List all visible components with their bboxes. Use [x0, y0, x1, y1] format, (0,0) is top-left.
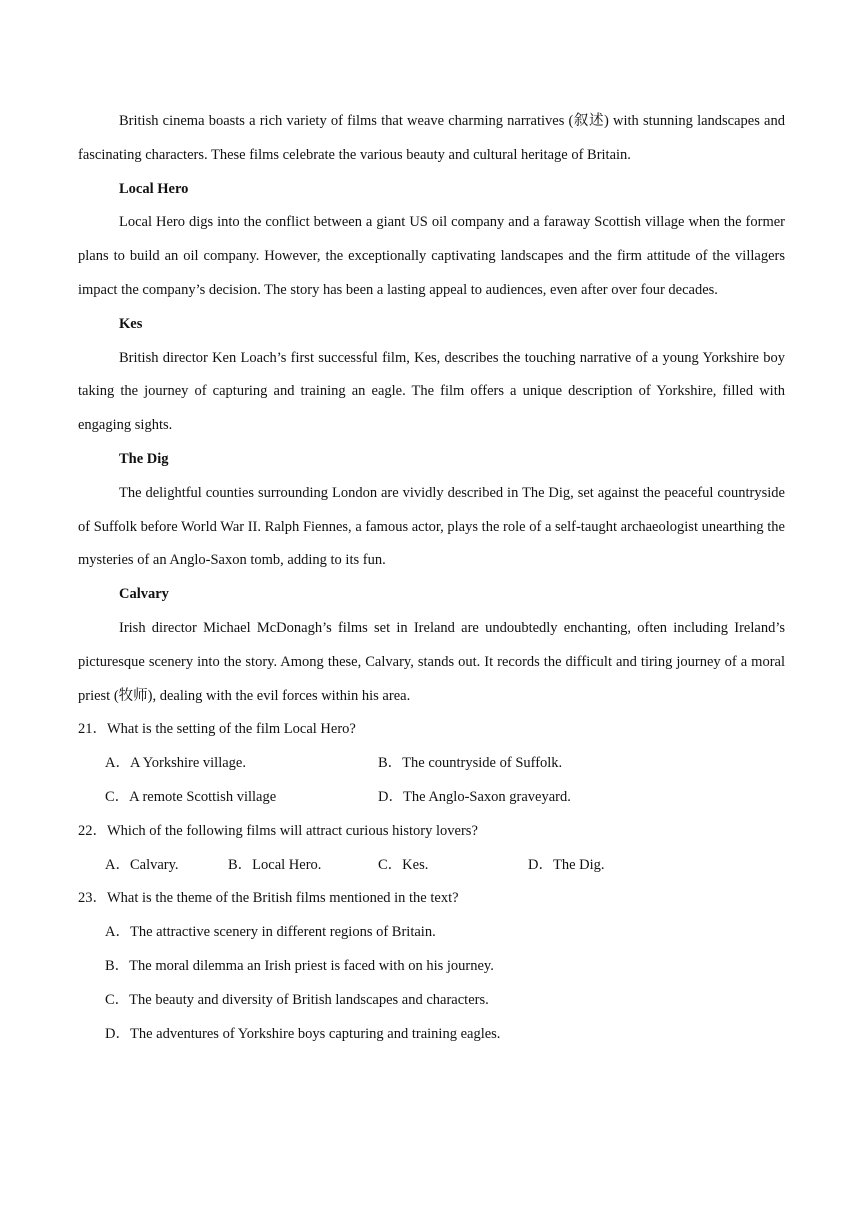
option-row	[78, 781, 785, 815]
option-c: C．A remote Scottish village	[105, 788, 277, 805]
film-description: British director Ken Loach’s first successful film, Kes, describes the touching narrative of a young Yorkshire boy taking the journey of capturing and training an eagle. The film offers a unique description of Yorkshire, filled with engaging sights.	[78, 349, 785, 434]
film-local-hero	[78, 173, 785, 308]
option-c: C．The beauty and diversity of British landscapes and characters.	[105, 991, 489, 1008]
option-a: A．Calvary.	[105, 856, 179, 873]
question-22	[78, 815, 785, 883]
option-d: D．The Anglo-Saxon graveyard.	[378, 788, 571, 805]
option-c: C．Kes.	[378, 856, 429, 873]
intro-paragraph: British cinema boasts a rich variety of films that weave charming narratives (叙述) with stunning landscapes and fascinating characters. These films celebrate the various beauty and cultural heritage of Britain.	[78, 113, 785, 163]
option-a: A．A Yorkshire village.	[105, 755, 246, 772]
option-b: B．Local Hero.	[228, 856, 322, 873]
film-title: Calvary	[119, 586, 169, 603]
film-calvary	[78, 578, 785, 713]
film-the-dig	[78, 443, 785, 578]
option-row	[78, 747, 785, 781]
question-stem: 21．What is the setting of the film Local Hero?	[78, 721, 356, 738]
option-row	[78, 849, 785, 883]
document-page	[78, 105, 785, 1051]
film-description: Irish director Michael McDonagh’s films set in Ireland are undoubtedly enchanting, often including Ireland’s picturesque scenery into the story. Among these, Calvary, stands out. It records the difficult and tiring journey of a moral priest (牧师), dealing with the evil forces within his area.	[78, 619, 785, 704]
film-title: The Dig	[119, 450, 169, 467]
film-kes	[78, 308, 785, 443]
option-b: B．The countryside of Suffolk.	[378, 755, 563, 772]
option-d: D．The adventures of Yorkshire boys capturing and training eagles.	[105, 1025, 501, 1042]
film-description: Local Hero digs into the conflict between a giant US oil company and a faraway Scottish village when the former plans to build an oil company. However, the exceptionally captivating landscapes and the firm attitude of the villagers impact the company’s decision. The story has been a lasting appeal to audiences, even after over four decades.	[78, 214, 785, 298]
question-stem: 22．Which of the following films will attract curious history lovers?	[78, 822, 478, 839]
option-d: D．The Dig.	[528, 856, 605, 873]
option-b: B．The moral dilemma an Irish priest is faced with on his journey.	[105, 957, 494, 974]
option-a: A．The attractive scenery in different regions of Britain.	[105, 924, 436, 941]
question-23	[78, 882, 785, 1051]
film-title: Kes	[119, 315, 143, 332]
film-title: Local Hero	[119, 180, 189, 197]
question-21	[78, 713, 785, 814]
question-stem: 23．What is the theme of the British films mentioned in the text?	[78, 890, 459, 907]
film-description: The delightful counties surrounding London are vividly described in The Dig, set against the peaceful countryside of Suffolk before World War II. Ralph Fiennes, a famous actor, plays the role of a self-taught archaeologist unearthing the mysteries of an Anglo-Saxon tomb, adding to its fun.	[78, 484, 785, 569]
